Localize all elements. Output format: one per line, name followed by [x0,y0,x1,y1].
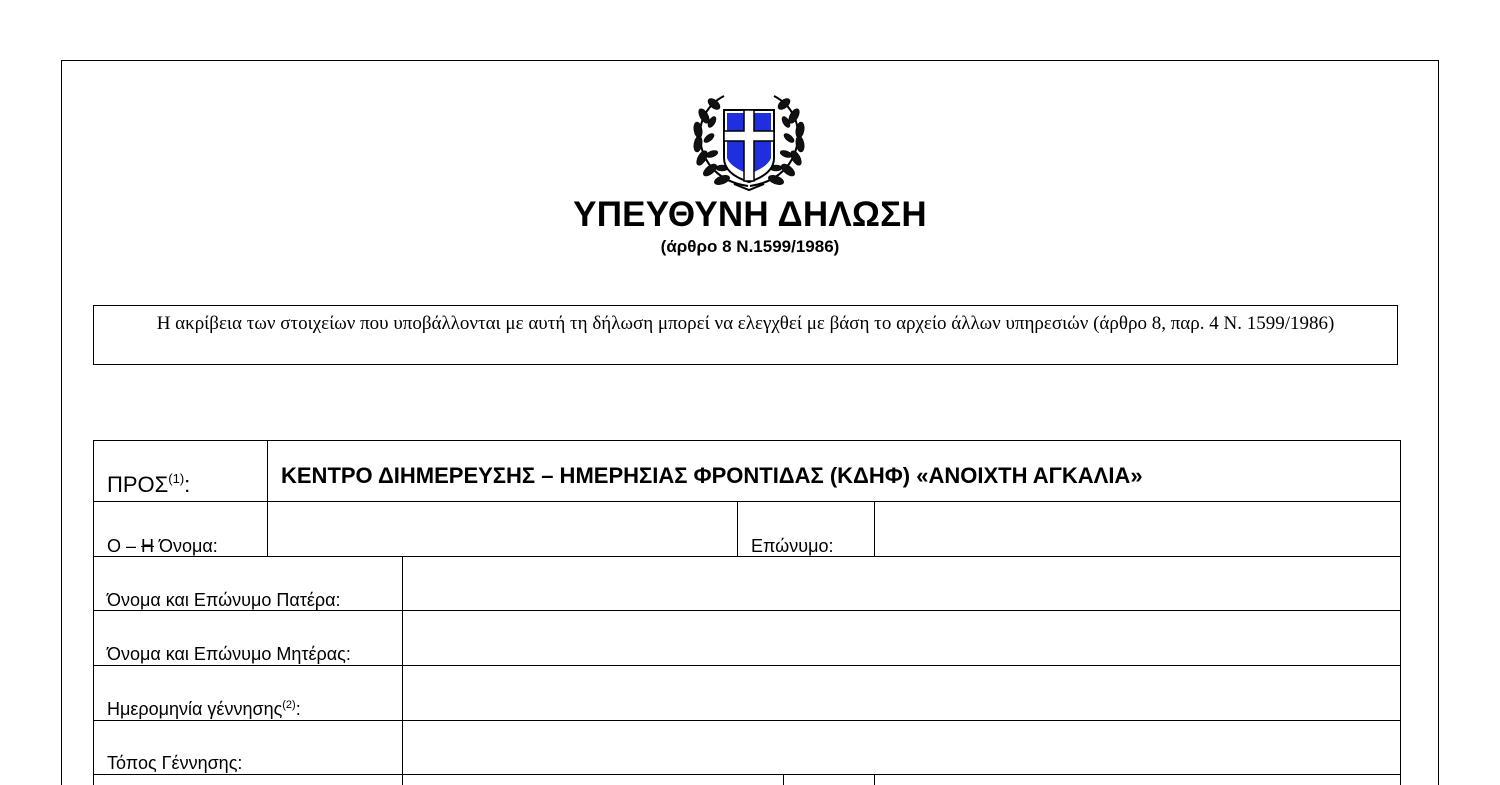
birth-place-label: Τόπος Γέννησης: [107,753,243,773]
recipient-label [107,471,191,497]
birth-date-label-text: Ημερομηνία γέννησης [107,699,283,719]
recipient-label-text: ΠΡΟΣ [107,472,169,497]
verification-notice [93,305,1398,365]
mother-name-field[interactable] [404,612,1399,664]
birth-date-label [107,699,301,719]
verification-notice-text: Η ακρίβεια των στοιχείων που υποβάλλονται με αυτή τη δήλωση μπορεί να ελεγχθεί με βάση το αρχείο άλλων υπηρεσιών (άρθρο 8, παρ. 4 Ν. 1599/1986) [156,313,1335,334]
document-subtitle: (άρθρο 8 Ν.1599/1986) [660,237,840,256]
name-field[interactable] [269,503,736,555]
column-divider [737,501,738,556]
father-name-label: Όνομα και Επώνυμο Πατέρα: [107,590,341,610]
birth-date-footnote-ref: (2) [282,699,296,711]
recipient-value: ΚΕΝΤΡΟ ΔΙΗΜΕΡΕΥΣΗΣ – ΗΜΕΡΗΣΙΑΣ ΦΡΟΝΤΙΔΑΣ (ΚΔΗΦ) «ΑΝΟΙΧΤΗ ΑΓΚΑΛΙΑ» [281,463,1143,488]
surname-label: Επώνυμο: [751,536,834,556]
declaration-form-table [93,440,1401,785]
column-divider [874,774,875,785]
gender-prefix-female-struck: Η [141,536,155,556]
gender-prefix-male: Ο – [107,536,137,556]
recipient-label-colon: : [184,472,191,497]
greek-coat-of-arms-emblem [690,86,808,194]
birth-place-field[interactable] [404,722,1399,773]
father-name-field[interactable] [404,558,1399,609]
recipient-footnote-ref: (1) [168,471,185,486]
table-border-top [93,440,1401,441]
document-title: ΥΠΕΥΘΥΝΗ ΔΗΛΩΣΗ [573,195,927,234]
surname-field[interactable] [876,503,1399,555]
name-label [107,536,218,556]
mother-name-label: Όνομα και Επώνυμο Μητέρας: [107,644,351,664]
birth-date-field[interactable] [404,667,1399,719]
name-label-text: Όνομα: [159,536,218,556]
column-divider [783,774,784,785]
table-border-left [93,440,94,785]
table-border-right [1400,440,1401,785]
birth-date-label-colon: : [295,699,301,719]
row-divider [93,774,1401,775]
